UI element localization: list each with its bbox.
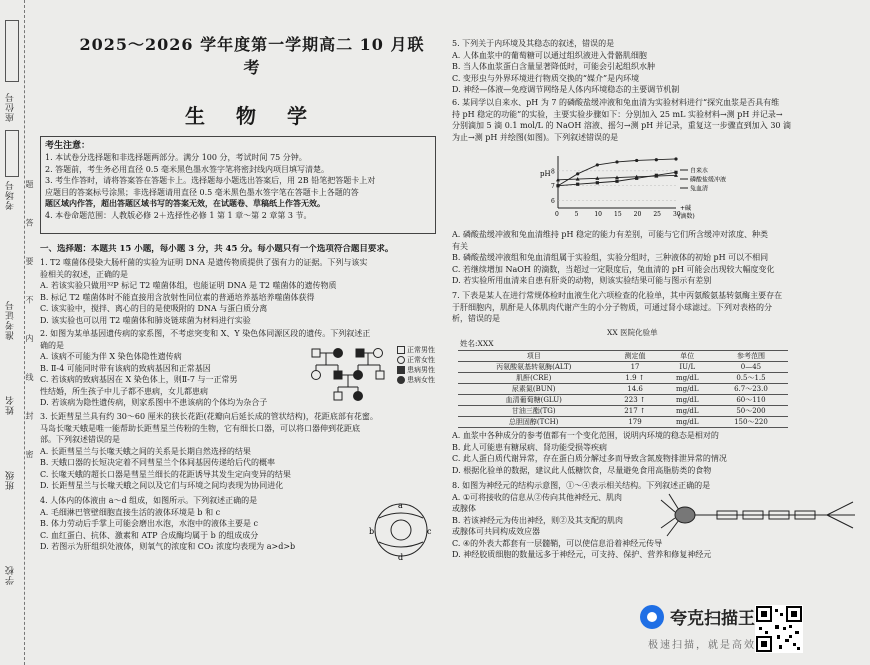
- question-6: [452, 97, 867, 143]
- q6-option-a-cont: 有关: [452, 241, 468, 251]
- affected-male-symbol: [397, 366, 405, 374]
- q7-option-c: C. 此人蛋白质代谢异常，存在蛋白质分解过多而导致含氮废物排泄异常的情况: [452, 454, 727, 463]
- column-header: 单位: [661, 351, 714, 362]
- data-point: [596, 163, 599, 166]
- q1-option-d: D. 该实验也可以用 T2 噬菌体和肺炎链球菌为材料进行实验: [40, 315, 251, 325]
- q8-option-b-cont: 或腺体可共同构成效应器: [452, 527, 540, 536]
- column-header: 项目: [458, 351, 609, 362]
- table-header-row: [458, 351, 788, 362]
- q8-option-a: A. ①可将接收的信息从②传向其他神经元、肌肉: [452, 492, 623, 502]
- q2-option-c: C. 若该病的致病基因在 X 染色体上，则Ⅱ-7 与一正常男: [40, 375, 238, 384]
- q8-option-a-cont: 或腺体: [452, 504, 476, 513]
- q6-stem: 持 pH 稳定的功能”的实验，主要实验步骤如下：分别加入 25 mL 实验材料→测 pH 并记录→: [452, 109, 783, 119]
- name-label: 姓名: [6, 395, 16, 415]
- pedigree-individual: [354, 371, 363, 380]
- data-point: [635, 159, 638, 162]
- q5-stem: 5. 下列关于内环境及其稳态的叙述，错误的是: [452, 39, 615, 48]
- subject-title: 生 物 学: [185, 104, 319, 128]
- legend-item: [397, 365, 435, 375]
- notice-line: 1. 本试卷分选择题和非选择题两部分。满分 100 分，考试时间 75 分钟。: [45, 153, 307, 162]
- affected-female-symbol: [397, 376, 405, 384]
- q5-option-d: D. 神经—体液—免疫调节网络是人体内环境稳态的主要调节机制: [452, 85, 680, 94]
- q2-option-d: D. 若该病为隐性遗传病，则家系图中不患该病的个体均为杂合子: [40, 398, 268, 407]
- q3-stem: 3. 长距彗星兰具有约 30～60 厘米的狭长花距(花瓣向后延长成的管状结构)，花距底部有花蜜。: [40, 412, 378, 421]
- table-row: 肌酐(CRE) 1.9 ↑ mg/dL 0.5～1.5: [458, 373, 788, 384]
- question-1: [40, 257, 440, 326]
- data-point: [556, 184, 559, 187]
- q6-stem: 为止→测 pH 并绘图(如图)。下列叙述错误的是: [452, 132, 619, 142]
- fluid-label-a: a: [398, 501, 403, 510]
- notice-box: [40, 136, 436, 234]
- q2-stem: 2. 如图为某单基因遗传病的家系图，不考虑突变和 X、Y 染色体同源区段的遗传。下列叙述正: [40, 329, 371, 338]
- fluid-outer-ring: [375, 504, 427, 556]
- data-point: [615, 160, 618, 163]
- q8-option-b: B. 若该神经元为传出神经，则②及其支配的肌肉: [452, 515, 623, 525]
- q7-stem: 7. 下表是某人在进行常规体检时血液生化六项检查的化验单，其中丙氨酸氨基转氨酶主要存在: [452, 291, 783, 300]
- x-tick-label: 25: [653, 211, 661, 218]
- q7-option-b: B. 此人可能患有糖尿病、肾功能受损等疾病: [452, 442, 607, 452]
- legend-label: 正常男性: [407, 346, 435, 354]
- fluid-inner-ring: [391, 520, 411, 540]
- column-header: 测定值: [609, 351, 660, 362]
- q7-stem: 于肝细胞内，肌酐是人体肌肉代谢产生的小分子物质，可通过肾小球滤过。下列对表格的分: [452, 302, 772, 312]
- exam-room-label: 考场号: [6, 180, 16, 210]
- column-header: 参考范围: [714, 351, 788, 362]
- q6-option-b: B. 磷酸盐缓冲液组和兔血清组属于实验组，实验分组时，三种液体的初始 pH 可以不相同: [452, 253, 769, 262]
- q3-option-c: C. 长喙天蛾的超长口器是彗星兰细长的花距诱导其发生定向变异的结果: [40, 469, 291, 479]
- data-point: [576, 172, 579, 175]
- notice-line: 应题目的答案标号涂黑；非选择题请用直径 0.5 毫米黑色墨水签字笔在答题卡上各题的答: [45, 187, 359, 197]
- table-row: 甘油三酯(TG) 217 ↑ mg/dL 50～200: [458, 406, 788, 417]
- legend-label: 磷酸盐缓冲液: [690, 176, 726, 184]
- q8-option-c: C. ④的外表大都套有一层髓鞘，可以使信息沿着神经元传导: [452, 538, 663, 548]
- q3-stem: 部。下列叙述错误的是: [40, 435, 120, 444]
- q3-option-d: D. 长距彗星兰与长喙天蛾之间以及它们与环境之间均表现为协同进化: [40, 481, 284, 490]
- q7-option-a: A. 血浆中各种成分的参考值都有一个变化范围，说明内环境的稳态是相对的: [452, 431, 719, 440]
- question-7: [452, 290, 867, 325]
- q4-stem: 4. 人体内的体液由 a～d 组成，如图所示。下列叙述正确的是: [40, 496, 258, 505]
- q8-option-d: D. 神经胶质细胞的数量远多于神经元，可支持、保护、营养和修复神经元: [452, 550, 712, 559]
- data-point: [655, 158, 658, 161]
- q7-option-d: D. 根据化验单的数据，建议此人低糖饮食，尽量避免食用高脂肪类的食物: [452, 465, 712, 475]
- q5-option-a: A. 人体血浆中的葡萄糖可以通过组织液进入骨骼肌细胞: [452, 50, 647, 60]
- pedigree-individual: [334, 371, 342, 379]
- legend-label: 正常女性: [407, 356, 435, 364]
- fluid-label-c: c: [427, 527, 432, 536]
- axon-terminal: [827, 502, 855, 528]
- q3-option-b: B. 天蛾口器的长短决定着不同彗星兰个体间基因传递给后代的概率: [40, 458, 275, 467]
- notice-line: 题区域内作答，超出答题区域书写的答案无效，在试题卷、草稿纸上作答无效。: [45, 198, 325, 208]
- q2-option-b: B. Ⅱ-4 可能同时带有该病的致病基因和正常基因: [40, 363, 211, 373]
- table-row: 尿素氮(BUN) 14.6 mg/dL 6.7～23.0: [458, 384, 788, 395]
- x-axis-label: +碱: [680, 205, 692, 212]
- q4-option-d: D. 若图示为肝组织处液体，则氧气的浓度和 CO₂ 浓度均表现为 a>d>b: [40, 542, 296, 551]
- table-row: 血清葡萄糖(GLU) 223 ↑ mg/dL 60～110: [458, 395, 788, 406]
- body-fluid-diagram: [365, 500, 437, 562]
- q3-option-a: A. 长距彗星兰与长喙天蛾之间的关系是长期自然选择的结果: [40, 446, 251, 456]
- scanner-slogan: 极速扫描，就是高效: [648, 640, 756, 651]
- legend-label: 患病男性: [407, 366, 435, 374]
- q1-stem: 验相关的叙述，正确的是: [40, 269, 128, 279]
- seat-number-box[interactable]: [5, 20, 19, 82]
- student-info-sidebar: [0, 0, 25, 665]
- seat-number-label: 座位号: [6, 92, 16, 122]
- x-tick-label: 15: [614, 211, 622, 218]
- legend-item: [397, 345, 435, 355]
- legend-label: 兔血清: [690, 185, 709, 193]
- q4-option-c: C. 血红蛋白、抗体、激素和 ATP 合成酶均属于 b 的组成成分: [40, 530, 259, 540]
- qr-code: [755, 605, 803, 653]
- q2-option-c-cont: 性结婚，所生孩子中儿子都不患病，女儿都患病: [40, 386, 208, 396]
- pedigree-individual: [334, 392, 342, 400]
- data-point: [615, 180, 618, 183]
- legend-item: [397, 355, 435, 365]
- x-axis-label-unit: (滴数): [678, 213, 695, 220]
- pedigree-individual: [312, 371, 321, 380]
- notice-line: 3. 考生作答时，请将答案答在答题卡上。选择题每小题选出答案后，用 2B 铅笔把答题卡上对: [45, 176, 376, 185]
- pedigree-diagram: [308, 345, 388, 405]
- school-label: 学校: [6, 565, 16, 585]
- q4-option-a: A. 毛细淋巴管壁细胞直接生活的液体环境是 b 和 c: [40, 507, 221, 517]
- q2-option-a: A. 该病不可能为伴 X 染色体隐性遗传病: [40, 352, 182, 361]
- scanner-brand: 夸克扫描王: [670, 609, 755, 629]
- q1-option-a: A. 若该实验只做用³²P 标记 T2 噬菌体组，也能证明 DNA 是 T2 噬菌体的遗传物质: [40, 281, 337, 290]
- q6-option-a: A. 磷酸盐缓冲液和兔血清维持 pH 稳定的能力有差别，可能与它们所含缓冲对浓度、种类: [452, 230, 769, 239]
- q1-option-b: B. 标记 T2 噬菌体时不能直接用含放射性同位素的普通培养基培养噬菌体获得: [40, 292, 315, 302]
- question-4: [40, 495, 350, 553]
- y-tick-label: 8: [551, 168, 555, 176]
- fluid-arrow: [379, 513, 423, 518]
- lab-report-title: XX 医院化验单: [607, 328, 658, 337]
- q7-stem: 析，错误的是: [452, 314, 500, 323]
- x-tick-label: 0: [555, 211, 559, 218]
- question-7-options: [452, 430, 867, 476]
- pedigree-individual: [334, 349, 343, 358]
- data-point: [674, 157, 677, 160]
- pedigree-individual: [374, 349, 383, 358]
- ticket-number-label: 准考证号: [6, 300, 16, 340]
- legend-item: [397, 375, 435, 385]
- pedigree-individual: [376, 371, 384, 379]
- legend-label: 自来水: [690, 167, 709, 175]
- fluid-arrow: [379, 542, 423, 547]
- q5-option-b: B. 当人体血浆蛋白含量显著降低时，可能会引起组织水肿: [452, 62, 655, 71]
- q1-stem: 1. T2 噬菌体侵染大肠杆菌的实验为证明 DNA 是遗传物质提供了强有力的证据。下列与该实: [40, 258, 368, 267]
- exam-room-box[interactable]: [5, 130, 19, 177]
- table-row: 丙氨酸氨基转氨酶(ALT) 17 IU/L 0—45: [458, 362, 788, 373]
- fluid-label-d: d: [398, 553, 404, 562]
- x-tick-label: 10: [594, 211, 602, 218]
- data-point: [576, 183, 579, 186]
- data-point: [596, 181, 599, 184]
- x-tick-label: 30: [673, 211, 681, 218]
- exam-title: 2025～2026 学年度第一学期高二 10 月联考: [79, 35, 425, 77]
- neuron-diagram: [657, 490, 862, 540]
- question-3: [40, 411, 440, 492]
- question-6-options: [452, 229, 867, 287]
- question-5: [452, 38, 867, 96]
- q3-stem: 马岛长喙天蛾是唯一能帮助长距彗星兰传粉的生物，它有细长口器，可以将口器伸到花距底: [40, 423, 360, 433]
- lab-report-table: [458, 350, 788, 428]
- normal-female-symbol: [397, 356, 405, 364]
- scanner-app-icon: [640, 605, 664, 629]
- q6-option-d: D. 若实验所用血清来自患有肝炎的动物，则该实验结果可能与图示有差别: [452, 276, 712, 285]
- ph-line-chart: [536, 150, 726, 230]
- pedigree-individual: [312, 349, 320, 357]
- seal-line-text: 题 答 要 不 内 线 封 密: [25, 180, 34, 472]
- y-tick-label: 7: [551, 183, 555, 191]
- q1-option-c: C. 该实验中，搅拌、离心的目的是使吸附的 DNA 与蛋白质分离: [40, 304, 268, 313]
- q6-option-c: C. 若继续增加 NaOH 的滴数，当超过一定限度后，兔血清的 pH 可能会出现较大幅度变化: [452, 264, 775, 274]
- pedigree-legend: [397, 345, 435, 385]
- x-tick-label: 5: [574, 211, 579, 218]
- table-row: 总胆固醇(TCH) 179 mg/dL 150～220: [458, 417, 788, 428]
- legend-label: 患病女性: [407, 376, 435, 384]
- q6-stem: 分别滴加 5 滴 0.1 mol/L 的 NaOH 溶液、摇匀→测 pH 并记录，重复这一步骤直到加入 30 滴: [452, 121, 792, 130]
- y-axis-label: pH: [540, 170, 551, 178]
- fluid-label-b: b: [369, 527, 375, 536]
- normal-male-symbol: [397, 346, 405, 354]
- cell-body: [675, 507, 695, 523]
- q8-stem: 8. 如图为神经元的结构示意图，①～④表示相关结构。下列叙述正确的是: [452, 481, 711, 490]
- pedigree-individual: [356, 349, 364, 357]
- pedigree-individual: [354, 392, 363, 401]
- q5-option-c: C. 变形虫与外界环境进行物质交换的“媒介”是内环境: [452, 73, 640, 83]
- notice-line: 2. 答题前，考生务必用直径 0.5 毫米黑色墨水签字笔将密封线内项目填写清楚。: [45, 164, 329, 174]
- section-heading: 一、选择题：本题共 15 小题，每小题 3 分，共 45 分。每小题只有一个选项符合题目要求。: [40, 244, 394, 254]
- class-label: 班级: [6, 470, 16, 490]
- scanner-logo: [640, 604, 755, 629]
- q4-option-b: B. 体力劳动后手掌上可能会磨出水泡，水泡中的液体主要是 c: [40, 519, 258, 528]
- q2-stem: 确的是: [40, 340, 64, 350]
- y-tick-label: 6: [551, 198, 555, 206]
- notice-line: 4. 本卷命题范围：人教版必修 2＋选择性必修 1 第 1 章～第 2 章第 3 节。: [45, 210, 312, 220]
- x-tick-label: 20: [633, 211, 642, 218]
- q6-stem: 6. 某同学以自来水、pH 为 7 的磷酸盐缓冲液和兔血清为实验材料进行“探究血浆是否具有维: [452, 98, 780, 107]
- notice-heading: 考生注意：: [45, 141, 91, 151]
- lab-report-name: 姓名:XXX: [460, 339, 494, 348]
